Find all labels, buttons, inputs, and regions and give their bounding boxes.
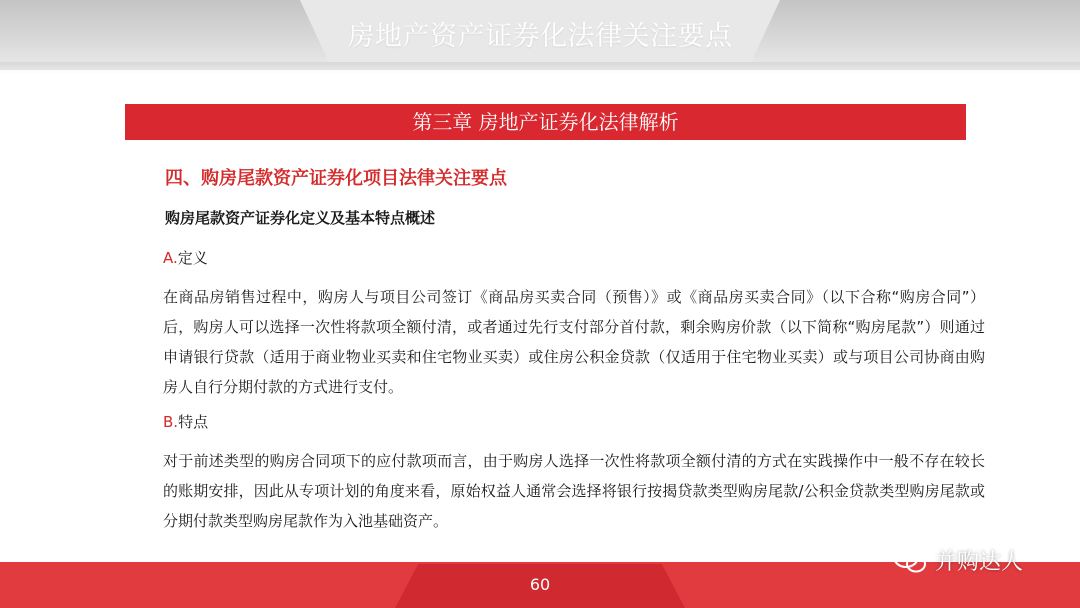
section-heading: 四、购房尾款资产证券化项目法律关注要点 [165,168,507,189]
definition-label [163,247,208,268]
watermark [893,543,1023,577]
sub-heading: 购房尾款资产证券化定义及基本特点概述 [165,209,436,227]
definition-paragraph: 在商品房销售过程中，购房人与项目公司签订《商品房买卖合同（预售）》或《商品房买卖合同》（以下合称“购房合同”）后，购房人可以选择一次性将款项全额付清，或者通过先行支付部分首付款，剩余购房价款（以下简称“购房尾款”）则通过申请银行贷款（适用于商业物业买卖和住宅物业买卖）或住房公积金贷款（仅适用于住宅物业买卖）或与项目公司协商由购房人自行分期付款的方式进行支付。 [163,288,985,396]
features-letter: B. [163,413,179,431]
wechat-icon [893,545,927,575]
slide-title: 房地产资产证券化法律关注要点 [347,21,733,52]
definition-label-text: 定义 [177,249,208,267]
top-banner-shadow [0,62,1080,74]
features-paragraph: 对于前述类型的购房合同项下的应付款项而言，由于购房人选择一次性将款项全额付清的方式在实践操作中一般不存在较长的账期安排，因此从专项计划的角度来看，原始权益人通常会选择将银行按揭贷款类型购房尾款/公积金贷款类型购房尾款或分期付款类型购房尾款作为入池基础资产。 [163,452,985,530]
features-label-text: 特点 [178,413,209,431]
definition-letter: A. [163,249,178,267]
features-label [163,411,208,432]
page-number: 60 [529,575,551,594]
watermark-text: 并购达人 [935,549,1024,575]
chapter-bar: 第三章 房地产证券化法律解析 [125,104,966,140]
